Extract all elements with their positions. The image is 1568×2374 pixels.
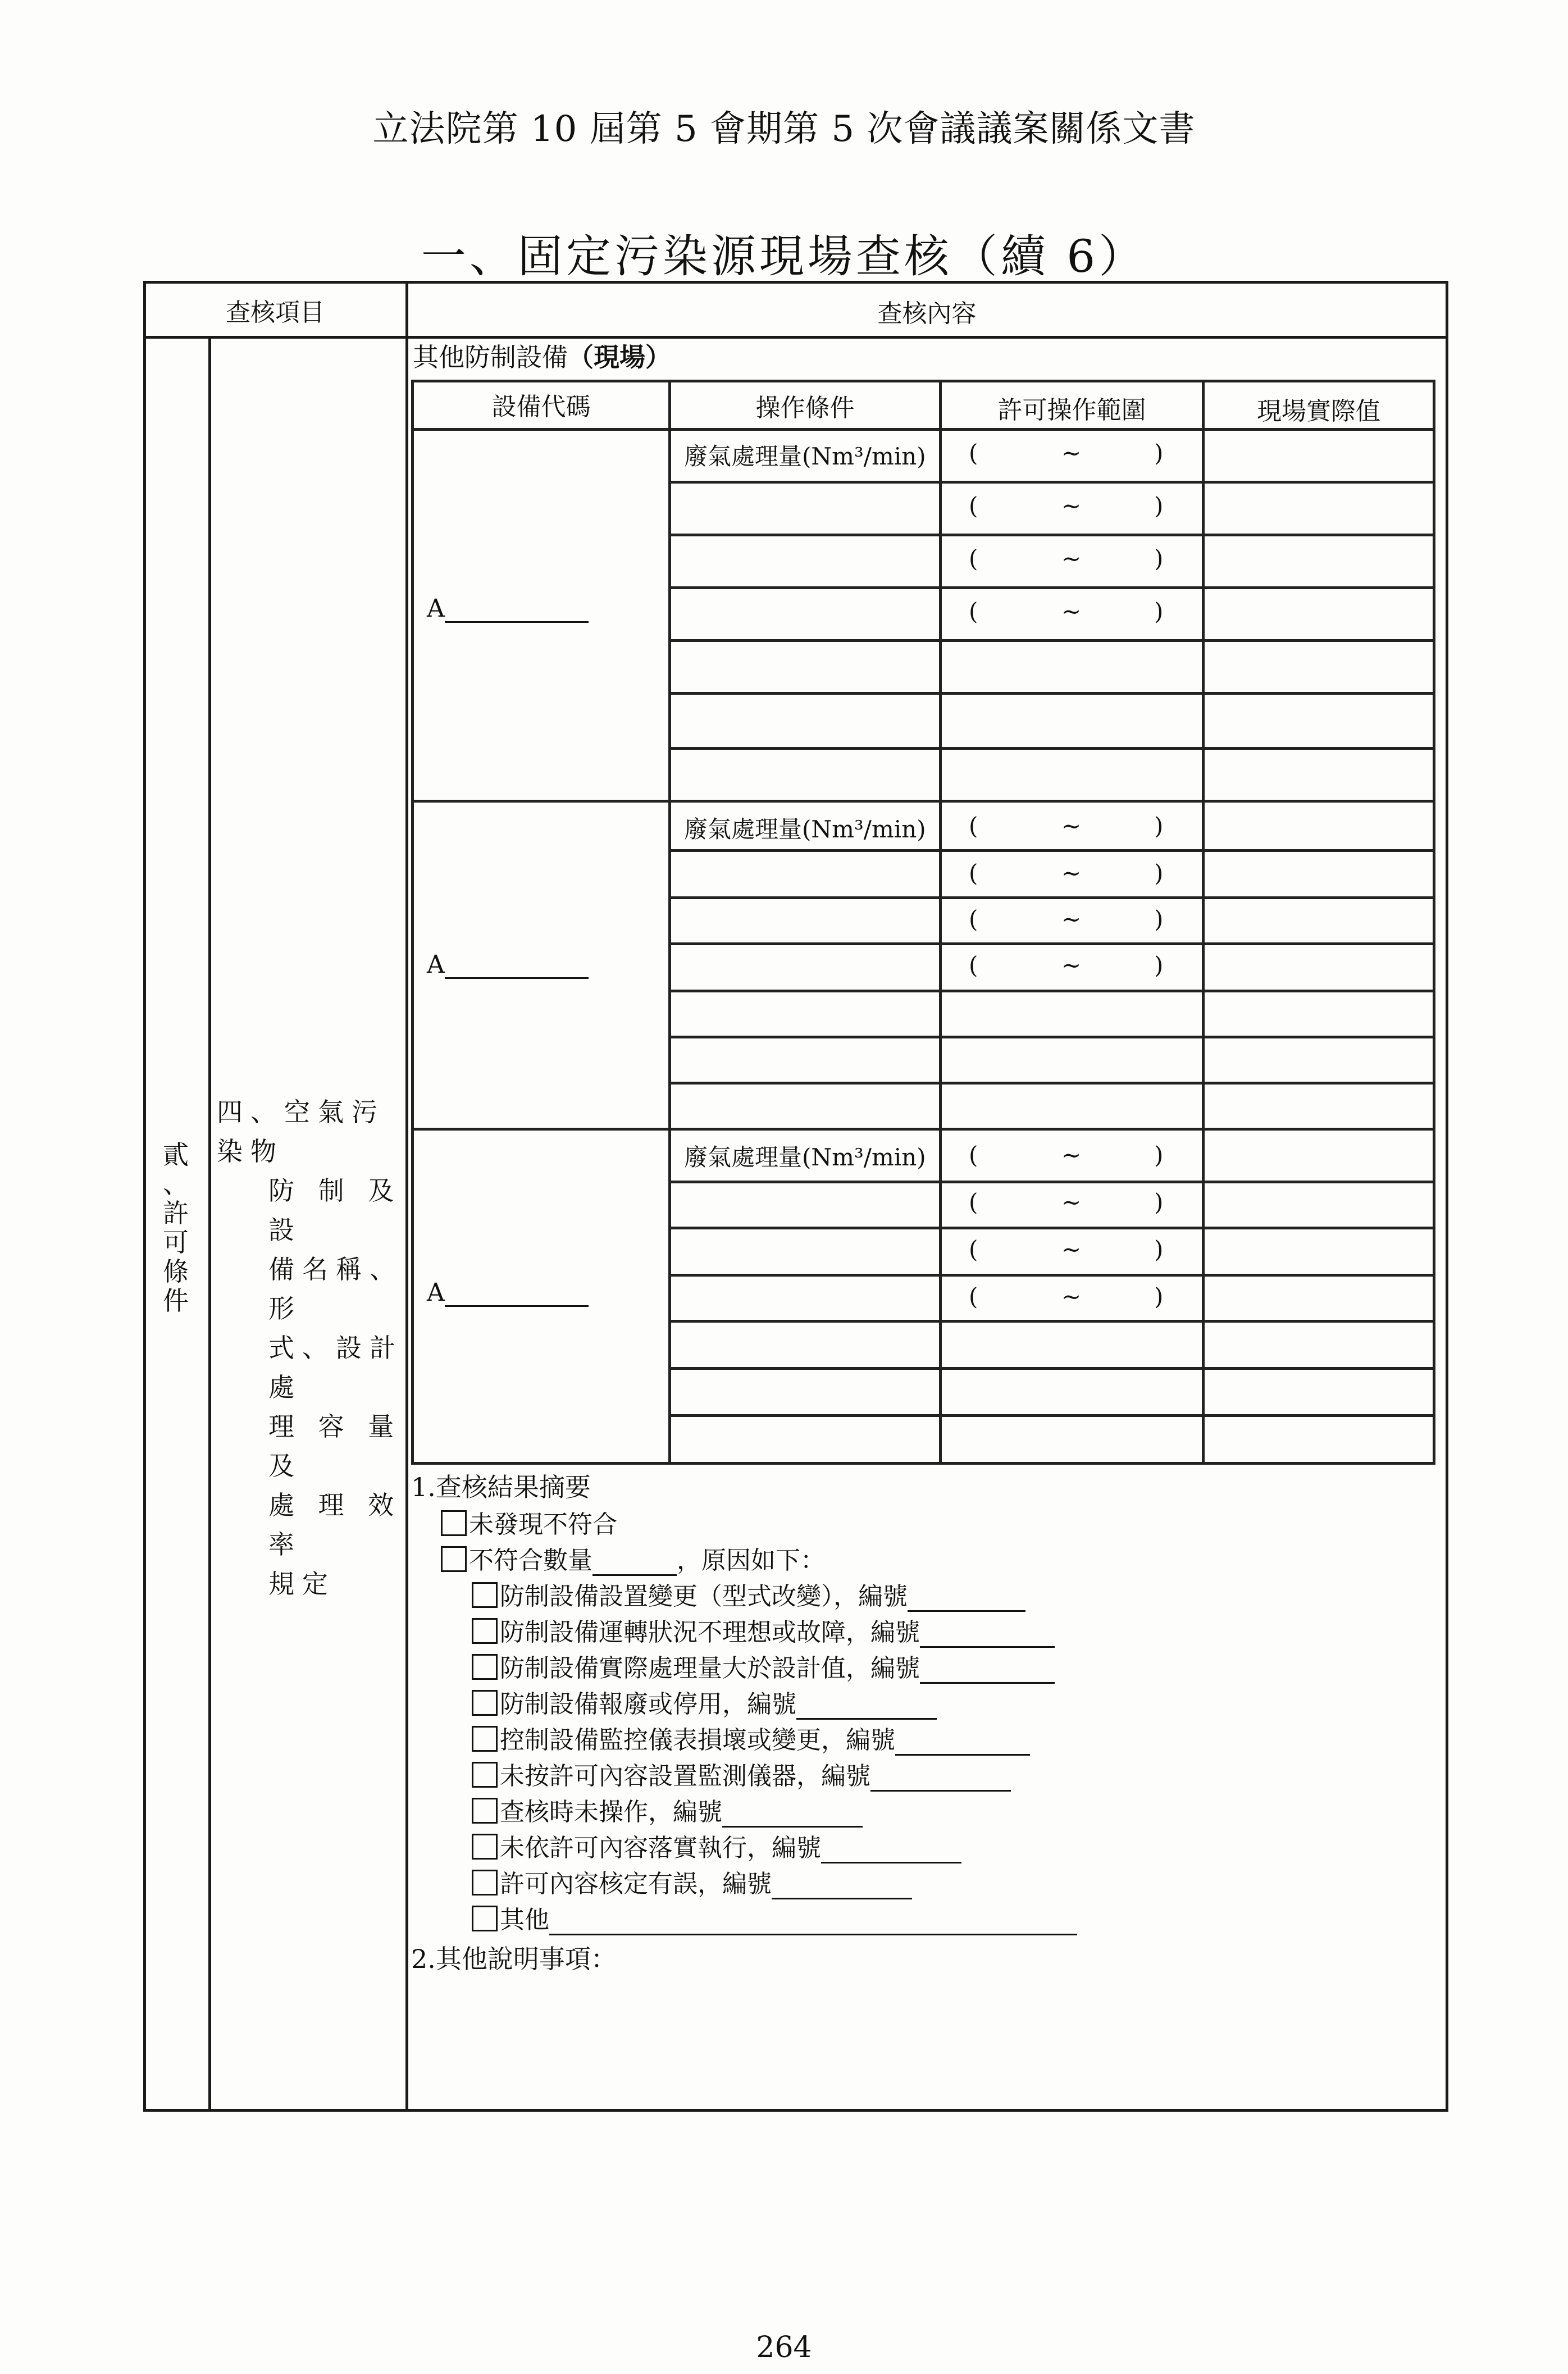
range-cell[interactable]: ( ~ ) xyxy=(969,439,1164,467)
table-left-border xyxy=(143,281,146,2112)
range-cell[interactable]: ( ~ ) xyxy=(969,812,1164,840)
reason-option[interactable]: 未按許可內容設置監測儀器，編號 xyxy=(472,1756,1011,1792)
operating-condition-header: 操作條件 xyxy=(755,394,855,422)
equipment-number-field[interactable] xyxy=(870,1764,1011,1792)
checkbox[interactable] xyxy=(472,1726,498,1752)
summary-title: 1.查核結果摘要 xyxy=(411,1472,591,1502)
condition-label: 廢氣處理量(Nm³/min) xyxy=(684,443,926,470)
equipment-number-field[interactable] xyxy=(920,1620,1055,1648)
checkbox[interactable] xyxy=(472,1582,498,1608)
page-number: 264 xyxy=(756,2331,812,2364)
range-cell[interactable]: ( ~ ) xyxy=(969,545,1164,572)
violation-count-field[interactable] xyxy=(592,1548,677,1576)
actual-value-header: 現場實際值 xyxy=(1257,397,1380,426)
equipment-code-field[interactable]: A xyxy=(427,1278,589,1307)
item-description: 四、空氣污染物 防 制 及 設 備名稱、形 式、設計處 理 容 量 及 處 理 效 率 規定 xyxy=(217,1097,403,1599)
condition-label: 廢氣處理量(Nm³/min) xyxy=(684,815,926,843)
category-label: 貳 、 許 可 條 件 xyxy=(163,1140,189,1316)
reason-option[interactable]: 控制設備監控儀表損壞或變更，編號 xyxy=(472,1720,1030,1756)
item-content-divider xyxy=(405,281,408,2112)
range-cell[interactable]: ( ~ ) xyxy=(969,951,1164,979)
section-title: 一、固定污染源現場查核（續 6） xyxy=(421,230,1147,282)
other-reason-field[interactable] xyxy=(549,1908,1077,1935)
checkbox[interactable] xyxy=(472,1654,498,1680)
violation-count-option[interactable]: 不符合數量 ，原因如下： xyxy=(441,1540,825,1576)
reason-option[interactable]: 防制設備運轉狀況不理想或故障，編號 xyxy=(472,1612,1055,1648)
equipment-number-field[interactable] xyxy=(908,1584,1025,1612)
range-cell[interactable]: ( ~ ) xyxy=(969,905,1164,933)
range-cell[interactable]: ( ~ ) xyxy=(969,492,1164,520)
reason-option[interactable]: 查核時未操作，編號 xyxy=(472,1792,863,1828)
reason-option[interactable]: 許可內容核定有誤，編號 xyxy=(472,1863,912,1899)
equipment-code-field[interactable]: A xyxy=(427,594,589,623)
equipment-code-field[interactable]: A xyxy=(427,950,589,979)
checkbox[interactable] xyxy=(441,1510,467,1536)
reason-option[interactable]: 防制設備實際處理量大於設計值，編號 xyxy=(472,1648,1055,1684)
equipment-number-field[interactable] xyxy=(796,1692,937,1720)
checkbox[interactable] xyxy=(441,1546,467,1572)
table-bottom-border xyxy=(143,2109,1448,2112)
item-column-header: 查核項目 xyxy=(226,298,325,327)
other-notes-title: 2.其他說明事項： xyxy=(411,1944,617,1974)
condition-label: 廢氣處理量(Nm³/min) xyxy=(684,1143,926,1171)
document-header: 立法院第 10 屆第 5 會期第 5 次會議議案關係文書 xyxy=(372,108,1196,150)
equipment-number-field[interactable] xyxy=(895,1728,1030,1756)
table-top-border xyxy=(143,281,1448,284)
equipment-number-field[interactable] xyxy=(920,1656,1055,1684)
reason-option[interactable]: 防制設備報廢或停用，編號 xyxy=(472,1684,937,1720)
range-cell[interactable]: ( ~ ) xyxy=(969,1188,1164,1216)
equipment-number-field[interactable] xyxy=(772,1872,912,1899)
no-violation-option[interactable]: 未發現不符合 xyxy=(441,1504,617,1540)
equipment-code-header: 設備代碼 xyxy=(491,393,591,421)
range-cell[interactable]: ( ~ ) xyxy=(969,598,1164,625)
checkbox[interactable] xyxy=(472,1762,498,1788)
table-right-border xyxy=(1446,281,1448,2112)
reason-option-other[interactable]: 其他 xyxy=(472,1899,1077,1935)
checkbox[interactable] xyxy=(472,1870,498,1895)
permitted-range-header: 許可操作範圍 xyxy=(997,396,1146,425)
checkbox[interactable] xyxy=(472,1690,498,1716)
range-cell[interactable]: ( ~ ) xyxy=(969,1141,1164,1169)
checkbox[interactable] xyxy=(472,1798,498,1824)
checkbox[interactable] xyxy=(472,1618,498,1644)
range-cell[interactable]: ( ~ ) xyxy=(969,859,1164,887)
header-row-border xyxy=(143,336,1448,339)
reason-option[interactable]: 未依許可內容落實執行，編號 xyxy=(472,1828,961,1863)
sub-table-title: 其他防制設備（現場） xyxy=(413,342,671,372)
category-divider xyxy=(208,336,211,2112)
range-cell[interactable]: ( ~ ) xyxy=(969,1236,1164,1263)
range-cell[interactable]: ( ~ ) xyxy=(969,1283,1164,1310)
equipment-number-field[interactable] xyxy=(821,1836,961,1863)
content-column-header: 查核內容 xyxy=(877,299,977,328)
reason-option[interactable]: 防制設備設置變更（型式改變），編號 xyxy=(472,1576,1025,1612)
checkbox[interactable] xyxy=(472,1906,498,1931)
checkbox[interactable] xyxy=(472,1834,498,1860)
equipment-number-field[interactable] xyxy=(722,1800,863,1828)
